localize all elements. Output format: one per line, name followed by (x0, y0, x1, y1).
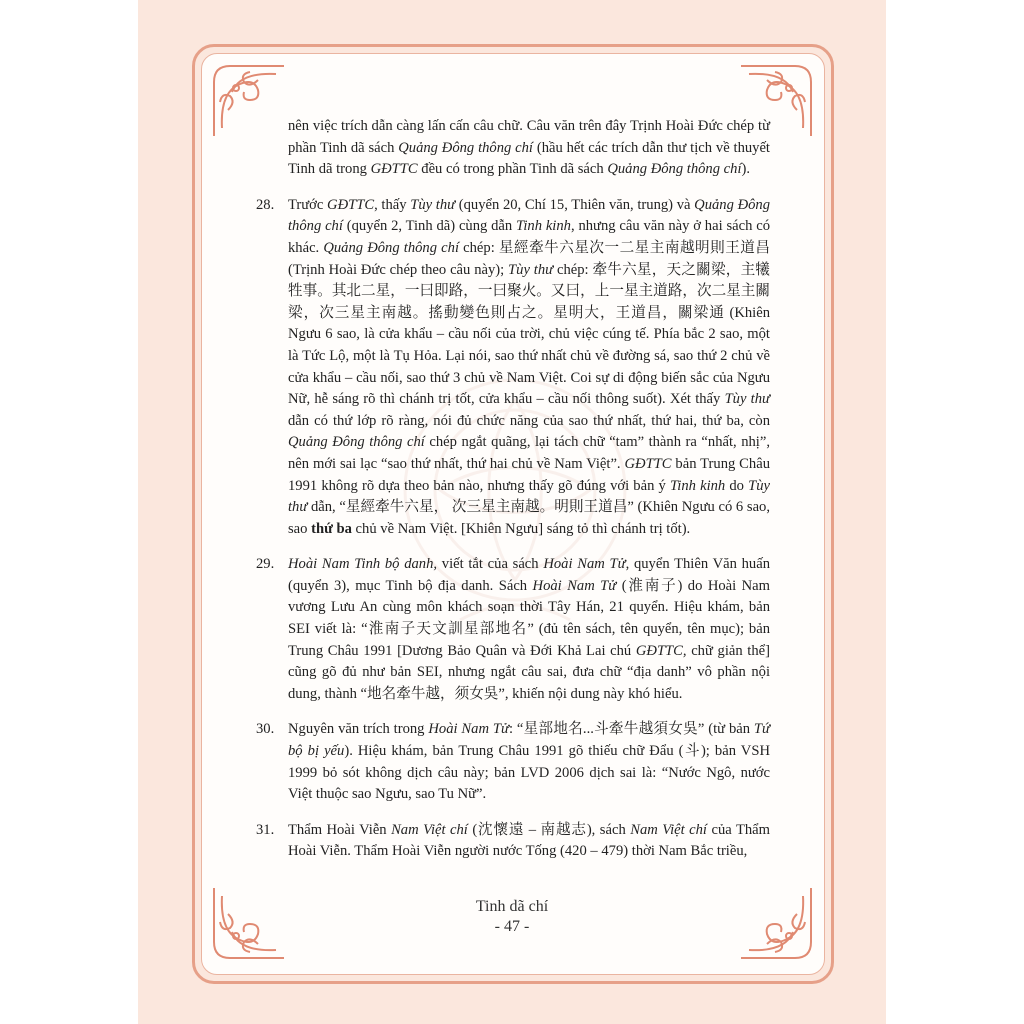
footnote-28 (256, 195, 770, 541)
footnote-text: Nguyên văn trích trong Hoài Nam Tử: “星部地名...斗牽牛越須女吳” (từ bản Tứ bộ bị yếu). Hiệu khám, bản Trung Châu 1991 gõ thiếu chữ Đẩu (斗); bản VSH 1999 bỏ sót không dịch câu này; bản LVD 2006 dịch sai là: “Nước Ngô, nước Việt thuộc sao Ngưu, sao Tu Nữ”. (288, 721, 770, 803)
page-body (256, 116, 770, 863)
footnote-30 (256, 719, 770, 805)
footnote-text: Hoài Nam Tinh bộ danh, viết tắt của sách Hoài Nam Tử, quyển Thiên Văn huấn (quyển 3), mục Tinh bộ địa danh. Sách Hoài Nam Tử (淮南子) do Hoài Nam vương Lưu An cùng môn khách soạn thời Tây Hán, 21 quyển. Hiệu khám, bản SEI viết là: “淮南子天文訓星部地名” (đủ tên sách, tên quyển, tên mục); bản Trung Châu 1991 [Dương Bảo Quân và Đới Khả Lai chú GĐTTC, chữ giản thể] cũng gõ đủ như bản SEI, nhưng ngắt câu sai, đưa chữ “địa danh” vô phần nội dung, thành “地名牽牛越，须女吳”, khiến nội dung này khó hiểu. (288, 556, 770, 702)
footnote-number: 30. (256, 721, 275, 738)
footnote-number: 31. (256, 821, 275, 838)
intro-paragraph: nên việc trích dẫn càng lấn cấn câu chữ. Câu văn trên đây Trịnh Hoài Đức chép từ phần Tinh dã sách Quảng Đông thông chí (hầu hết các trích dẫn thư tịch về thuyết Tinh dã trong GĐTTC đều có trong phần Tinh dã sách Quảng Đông thông chí). (288, 118, 770, 178)
footnote-text: Trước GĐTTC, thấy Tùy thư (quyển 20, Chí 15, Thiên văn, trung) và Quảng Đông thông chí (quyển 2, Tinh dã) cùng dẫn Tinh kinh, nhưng câu văn này ở hai sách có khác. Quảng Đông thông chí chép: 星經牽牛六星次一二星主南越明則王道昌 (Trịnh Hoài Đức chép theo câu này); Tùy thư chép: 牽牛六星，天之關梁，主犧牲事。其北二星，一曰即路，一曰聚火。又曰，上一星主道路，次二星主關梁，次三星主南越。搖動變色則占之。星明大，王道昌，關梁通 (Khiên Ngưu 6 sao, là cửa khẩu – cầu nối của trời, chủ việc cúng tế. Phía bắc 2 sao, một là Tức Lộ, một là Tụ Hỏa. Lại nói, sao thứ nhất chủ về đường sá, sao thứ 2 chủ về cửa khẩu – cầu nối, sao thứ 3 chủ về Nam Việt. Coi sự di động biến sắc của Ngưu Nữ, hễ sáng rõ thì chánh trị tốt, cửa khẩu – cầu nối thông suốt). Xét thấy Tùy thư dẫn có thứ lớp rõ ràng, nói đủ chức năng của sao thứ nhất, thứ hai, thứ ba, còn Quảng Đông thông chí chép ngắt quãng, lại tách chữ “tam” thành ra “nhất, nhị”, nên mới sai lạc “sao thứ nhất, thứ hai chủ về Nam Việt”. GĐTTC bản Trung Châu 1991 không rõ dựa theo bản nào, nhưng thấy gõ đúng với bản ý Tinh kinh do Tùy thư dẫn, “星經牽牛六星， 次三星主南越。明則王道昌” (Khiên Ngưu có 6 sao, sao thứ ba chủ về Nam Việt. [Khiên Ngưu] sáng tỏ thì chánh trị tốt). (288, 196, 771, 537)
running-footer-title: Tinh dã chí (475, 898, 549, 915)
footnote-number: 28. (256, 196, 275, 213)
footnote-29 (256, 554, 770, 705)
footnote-31 (256, 820, 770, 863)
footnote-number: 29. (256, 556, 275, 573)
footnote-text: Thẩm Hoài Viễn Nam Việt chí (沈懷遠 – 南越志), sách Nam Việt chí của Thẩm Hoài Viễn. Thẩm Hoài Viễn người nước Tống (420 – 479) thời Nam Bắc triều, (288, 821, 770, 860)
page-number: - 47 - (494, 918, 530, 935)
